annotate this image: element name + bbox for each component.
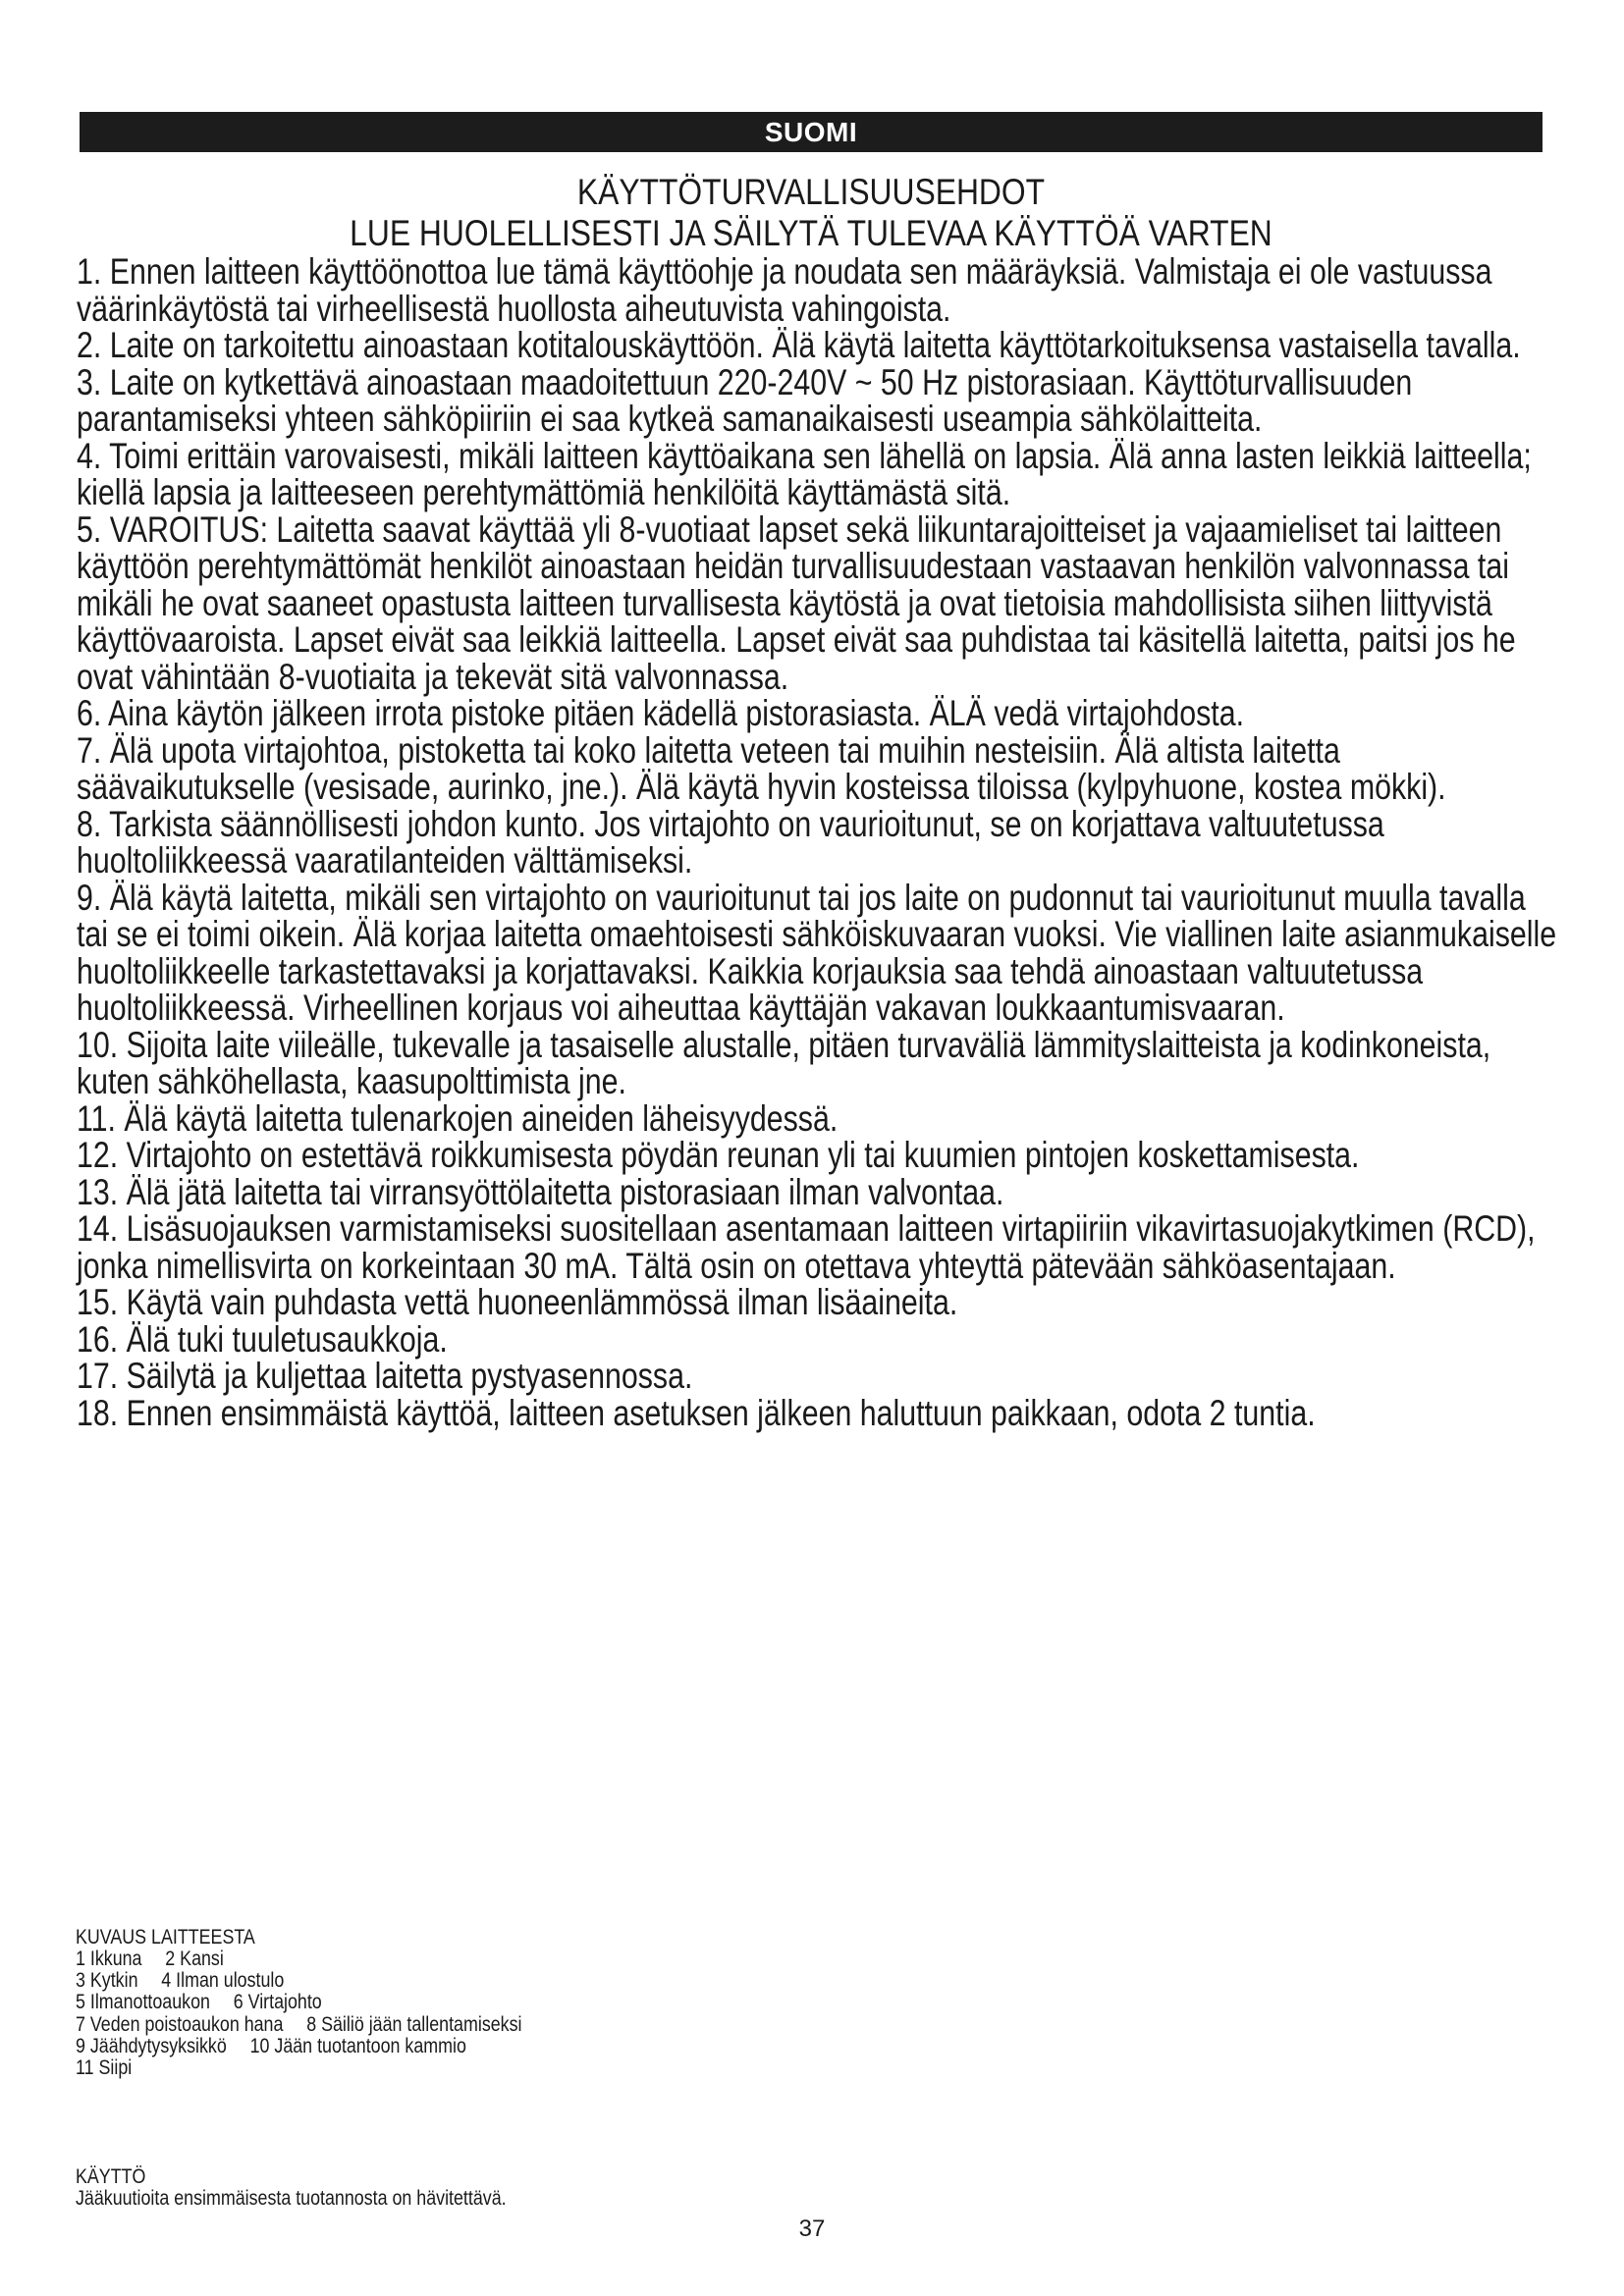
safety-rule: 9. Älä käytä laitetta, mikäli sen virtajohto on vaurioitunut tai jos laite on pudonnut tai vaurioitunut muulla tavalla tai se ei toimi oikein. Älä korjaa laitetta omaehtoisesti sähköiskuvaaran vuoksi. Vie viallinen laite asianmukaiselle huoltoliikkeelle tarkastettavaksi ja korjattavaksi. Kaikkia korjauksia saa tehdä ainoastaan valtuutetussa huoltoliikkeessä. Virheellinen korjaus voi aiheuttaa käyttäjän vakavan loukkaantumisvaaran. xyxy=(77,877,1557,1028)
safety-rule: 3. Laite on kytkettävä ainoastaan maadoitettuun 220-240V ~ 50 Hz pistorasiaan. Käyttöturvallisuuden parantamiseksi yhteen sähköpiiriin ei saa kytkeä samanaikaisesti useampia sähkölaitteita. xyxy=(77,361,1413,439)
safety-subtitle: LUE HUOLELLISESTI JA SÄILYTÄ TULEVAA KÄYTTÖÄ VARTEN xyxy=(350,213,1272,253)
safety-rule: 4. Toimi erittäin varovaisesti, mikäli laitteen käyttöaikana sen lähellä on lapsia. Älä anna lasten leikkiä laitteella; kiellä lapsia ja laitteeseen perehtymättömiä henkilöitä käyttämästä sitä. xyxy=(77,435,1532,512)
safety-rule: 12. Virtajohto on estettävä roikkumisesta pöydän reunan yli tai kuumien pintojen koskettamisesta. xyxy=(77,1135,1360,1175)
legend-item: 8 Säiliö jään tallentamiseksi xyxy=(306,2012,522,2036)
safety-rule: 2. Laite on tarkoitettu ainoastaan kotitalouskäyttöön. Älä käytä laitetta käyttötarkoituksensa vastaisella tavalla. xyxy=(77,325,1521,365)
legend-item: 3 Kytkin xyxy=(76,1969,138,1993)
legend-row xyxy=(76,1992,521,2013)
legend-item: 7 Veden poistoaukon hana xyxy=(76,2012,284,2036)
safety-rule: 13. Älä jätä laitetta tai virransyöttölaitetta pistorasiaan ilman valvontaa. xyxy=(77,1171,1004,1212)
safety-rule: 14. Lisäsuojauksen varmistamiseksi suositellaan asentamaan laitteen virtapiiriin vikavirtasuojakytkimen (RCD), jonka nimellisvirta on korkeintaan 30 mA. Tältä osin on otettava yhteyttä pätevään sähköasentajaan. xyxy=(77,1208,1536,1286)
safety-rule: 17. Säilytä ja kuljettaa laitetta pystyasennossa. xyxy=(77,1356,693,1396)
legend-item: 10 Jään tuotantoon kammio xyxy=(249,2034,466,2057)
legend-row xyxy=(76,2036,521,2057)
legend-item: 9 Jäähdytysyksikkö xyxy=(76,2034,227,2057)
legend-item: 5 Ilmanottoaukon xyxy=(76,1991,210,2014)
legend-row xyxy=(76,2057,521,2079)
safety-rule: 5. VAROITUS: Laitetta saavat käyttää yli 8-vuotiaat lapset sekä liikuntarajoitteiset ja vajaamieliset tai laitteen käyttöön perehtymättömät henkilöt ainoastaan heidän turvallisuudestaan vastaavan henkilön valvonnassa tai mikäli he ovat saaneet opastusta laitteen turvallisesta käytöstä ja ovat tietoisia mahdollisista siihen liittyvistä käyttövaaroista. Lapset eivät saa leikkiä laitteella. Lapset eivät saa puhdistaa tai käsitellä laitetta, paitsi jos he ovat vähintään 8-vuotiaita ja tekevät sitä valvonnassa. xyxy=(77,508,1516,697)
safety-rule: 18. Ennen ensimmäistä käyttöä, laitteen asetuksen jälkeen haluttuun paikkaan, odota 2 tuntia. xyxy=(77,1392,1316,1433)
safety-rules-list xyxy=(77,253,1558,1431)
usage-text: Jääkuutioita ensimmäisesta tuotannosta on hävitettävä. xyxy=(76,2187,507,2210)
legend-row xyxy=(76,1970,521,1992)
parts-legend xyxy=(76,1949,521,2079)
safety-rule: 16. Älä tuki tuuletusaukkoja. xyxy=(77,1318,448,1360)
safety-rule: 1. Ennen laitteen käyttöönottoa lue tämä käyttöohje ja noudata sen määräyksiä. Valmistaja ei ole vastuussa väärinkäytöstä tai virheellisestä huollosta aiheutuvista vahingoista. xyxy=(77,251,1492,329)
legend-row xyxy=(76,2014,521,2036)
legend-row xyxy=(76,1949,521,1970)
legend-item: 2 Kansi xyxy=(165,1948,224,1970)
safety-rule: 7. Älä upota virtajohtoa, pistoketta tai koko laitetta veteen tai muihin nesteisiin. Älä altista laitetta säävaikutukselle (vesisade, aurinko, jne.). Älä käytä hyvin kosteissa tiloissa (kylpyhuone, kostea mökki). xyxy=(77,729,1446,807)
safety-title: KÄYTTÖTURVALLISUUSEHDOT xyxy=(576,172,1046,212)
usage-heading: KÄYTTÖ xyxy=(76,2165,146,2188)
language-label: SUOMI xyxy=(764,117,858,147)
language-header-bar xyxy=(80,112,1543,152)
legend-item: 11 Siipi xyxy=(76,2056,133,2080)
legend-item: 6 Virtajohto xyxy=(233,1991,322,2014)
safety-rule: 8. Tarkista säännöllisesti johdon kunto. Jos virtajohto on vaurioitunut, se on korjattava valtuutetussa huoltoliikkeessä vaaratilanteiden välttämiseksi. xyxy=(77,803,1384,881)
legend-item: 4 Ilman ulostulo xyxy=(161,1969,285,1993)
safety-rule: 10. Sijoita laite viileälle, tukevalle ja tasaiselle alustalle, pitäen turvaväliä lämmityslaitteista ja kodinkoneista, kuten sähköhellasta, kaasupolttimista jne. xyxy=(77,1024,1491,1101)
safety-rule: 11. Älä käytä laitetta tulenarkojen aineiden läheisyydessä. xyxy=(77,1097,839,1139)
page-number: 37 xyxy=(798,2216,826,2242)
description-heading: KUVAUS LAITTEESTA xyxy=(76,1926,255,1949)
legend-item: 1 Ikkuna xyxy=(76,1948,142,1970)
safety-rule: 15. Käytä vain puhdasta vettä huoneenlämmössä ilman lisäaineita. xyxy=(77,1282,958,1322)
safety-rule: 6. Aina käytön jälkeen irrota pistoke pitäen kädellä pistorasiasta. ÄLÄ vedä virtajohdosta. xyxy=(77,693,1245,733)
